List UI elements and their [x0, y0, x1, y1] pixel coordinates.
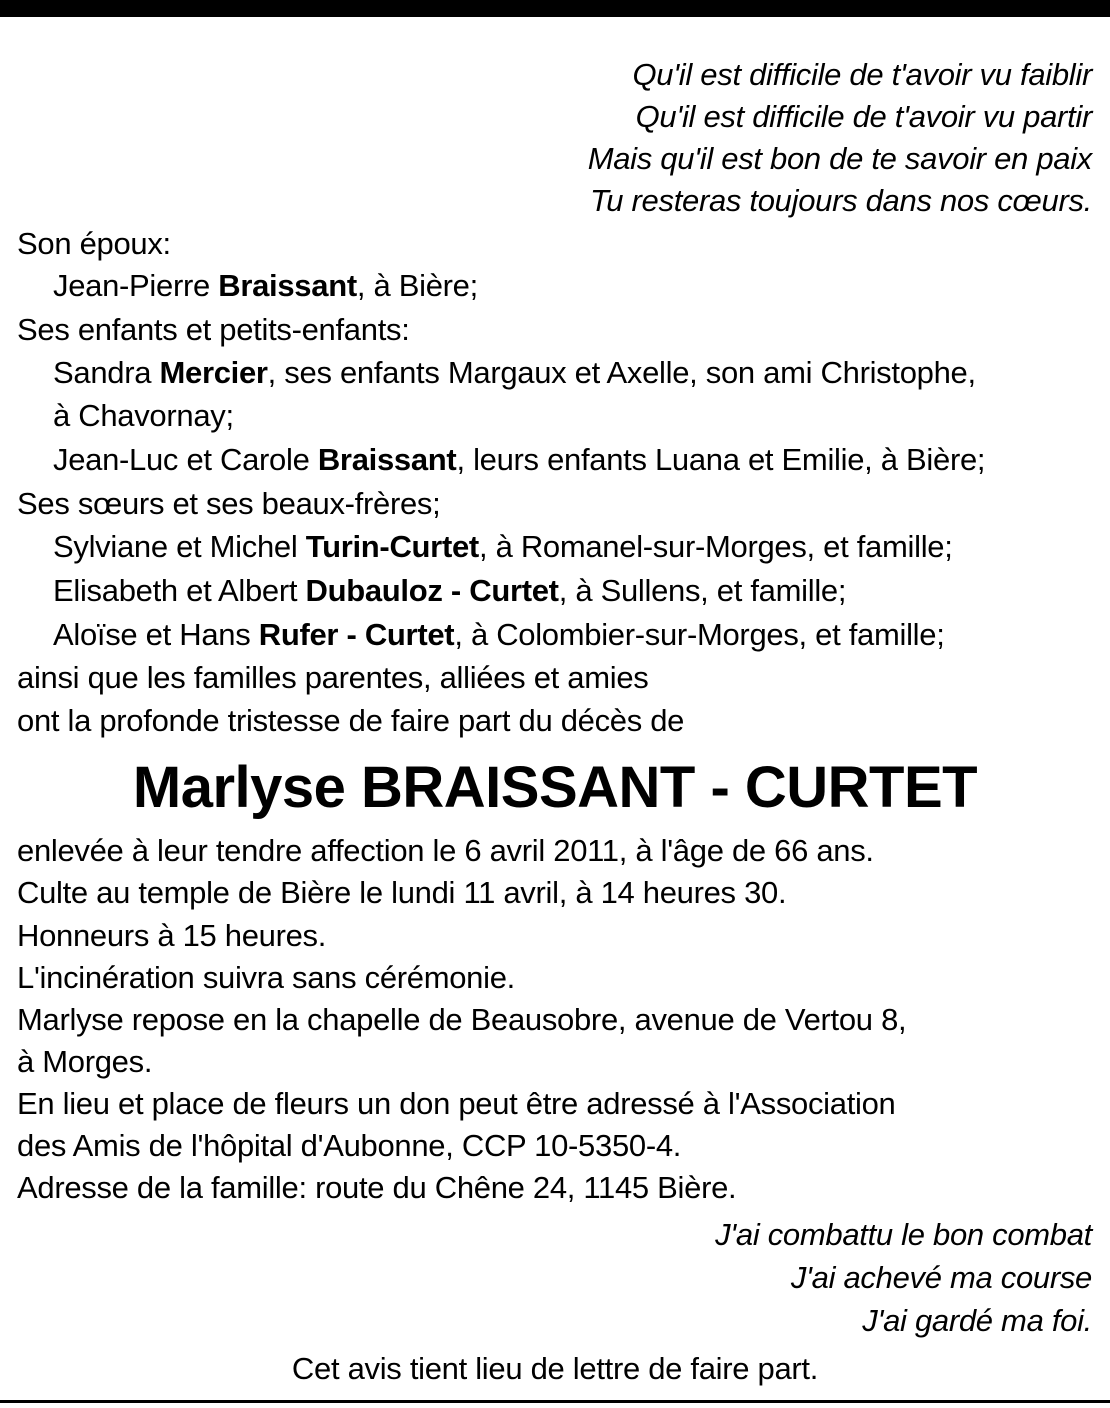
poem-top-line-1: Qu'il est difficile de t'avoir vu faiblir — [632, 57, 1092, 92]
sibling-entry-2: Elisabeth et Albert Dubauloz - Curtet, à Sullens, et famille; — [53, 573, 847, 608]
poem-top-line-3: Mais qu'il est bon de te savoir en paix — [587, 141, 1092, 176]
spouse-entry: Jean-Pierre Braissant, à Bière; — [53, 268, 478, 303]
child-entry-2: Jean-Luc et Carole Braissant, leurs enfants Luana et Emilie, à Bière; — [53, 442, 986, 477]
detail-line-2: Culte au temple de Bière le lundi 11 avril, à 14 heures 30. — [17, 875, 787, 910]
closing-line-1: ainsi que les familles parentes, alliées et amies — [17, 660, 649, 695]
siblings-heading: Ses sœurs et ses beaux-frères; — [17, 486, 441, 521]
sibling-3-surname: Rufer - Curtet — [258, 617, 455, 652]
detail-line-6: à Morges. — [17, 1044, 153, 1079]
sibling-entry-3: Aloïse et Hans Rufer - Curtet, à Colombier-sur-Morges, et famille; — [53, 617, 945, 652]
detail-line-5: Marlyse repose en la chapelle de Beausobre, avenue de Vertou 8, — [17, 1002, 907, 1037]
detail-line-8: des Amis de l'hôpital d'Aubonne, CCP 10-5350-4. — [17, 1128, 682, 1163]
sibling-1-surname: Turin-Curtet — [305, 529, 479, 564]
closing-line-2: ont la profonde tristesse de faire part du décès de — [17, 703, 685, 738]
detail-line-7: En lieu et place de fleurs un don peut être adressé à l'Association — [17, 1086, 896, 1121]
child-entry-1-continued: à Chavornay; — [53, 398, 234, 433]
detail-line-1: enlevée à leur tendre affection le 6 avril 2011, à l'âge de 66 ans. — [17, 833, 874, 868]
top-border-rule — [0, 0, 1110, 17]
child-2-surname: Braissant — [317, 442, 457, 477]
poem-top-line-2: Qu'il est difficile de t'avoir vu partir — [635, 99, 1092, 134]
bottom-border-rule — [0, 1400, 1110, 1403]
spouse-surname: Braissant — [218, 268, 357, 303]
poem-bottom-line-1: J'ai combattu le bon combat — [715, 1217, 1092, 1252]
children-heading: Ses enfants et petits-enfants: — [17, 312, 410, 347]
poem-bottom-line-3: J'ai gardé ma foi. — [862, 1303, 1092, 1338]
sibling-entry-1: Sylviane et Michel Turin-Curtet, à Romanel-sur-Morges, et famille; — [53, 529, 953, 564]
deceased-name: Marlyse BRAISSANT - CURTET — [132, 755, 978, 820]
footer-note: Cet avis tient lieu de lettre de faire part. — [291, 1351, 819, 1386]
spouse-heading: Son époux: — [17, 226, 171, 261]
poem-top-line-4: Tu resteras toujours dans nos cœurs. — [589, 183, 1092, 218]
detail-line-4: L'incinération suivra sans cérémonie. — [17, 960, 515, 995]
sibling-2-surname: Dubauloz - Curtet — [305, 573, 559, 608]
detail-line-3: Honneurs à 15 heures. — [17, 918, 327, 953]
child-entry-1: Sandra Mercier, ses enfants Margaux et Axelle, son ami Christophe, — [53, 355, 976, 390]
poem-bottom-line-2: J'ai achevé ma course — [790, 1260, 1092, 1295]
detail-line-9: Adresse de la famille: route du Chêne 24, 1145 Bière. — [17, 1170, 737, 1205]
child-1-surname: Mercier — [159, 355, 268, 390]
